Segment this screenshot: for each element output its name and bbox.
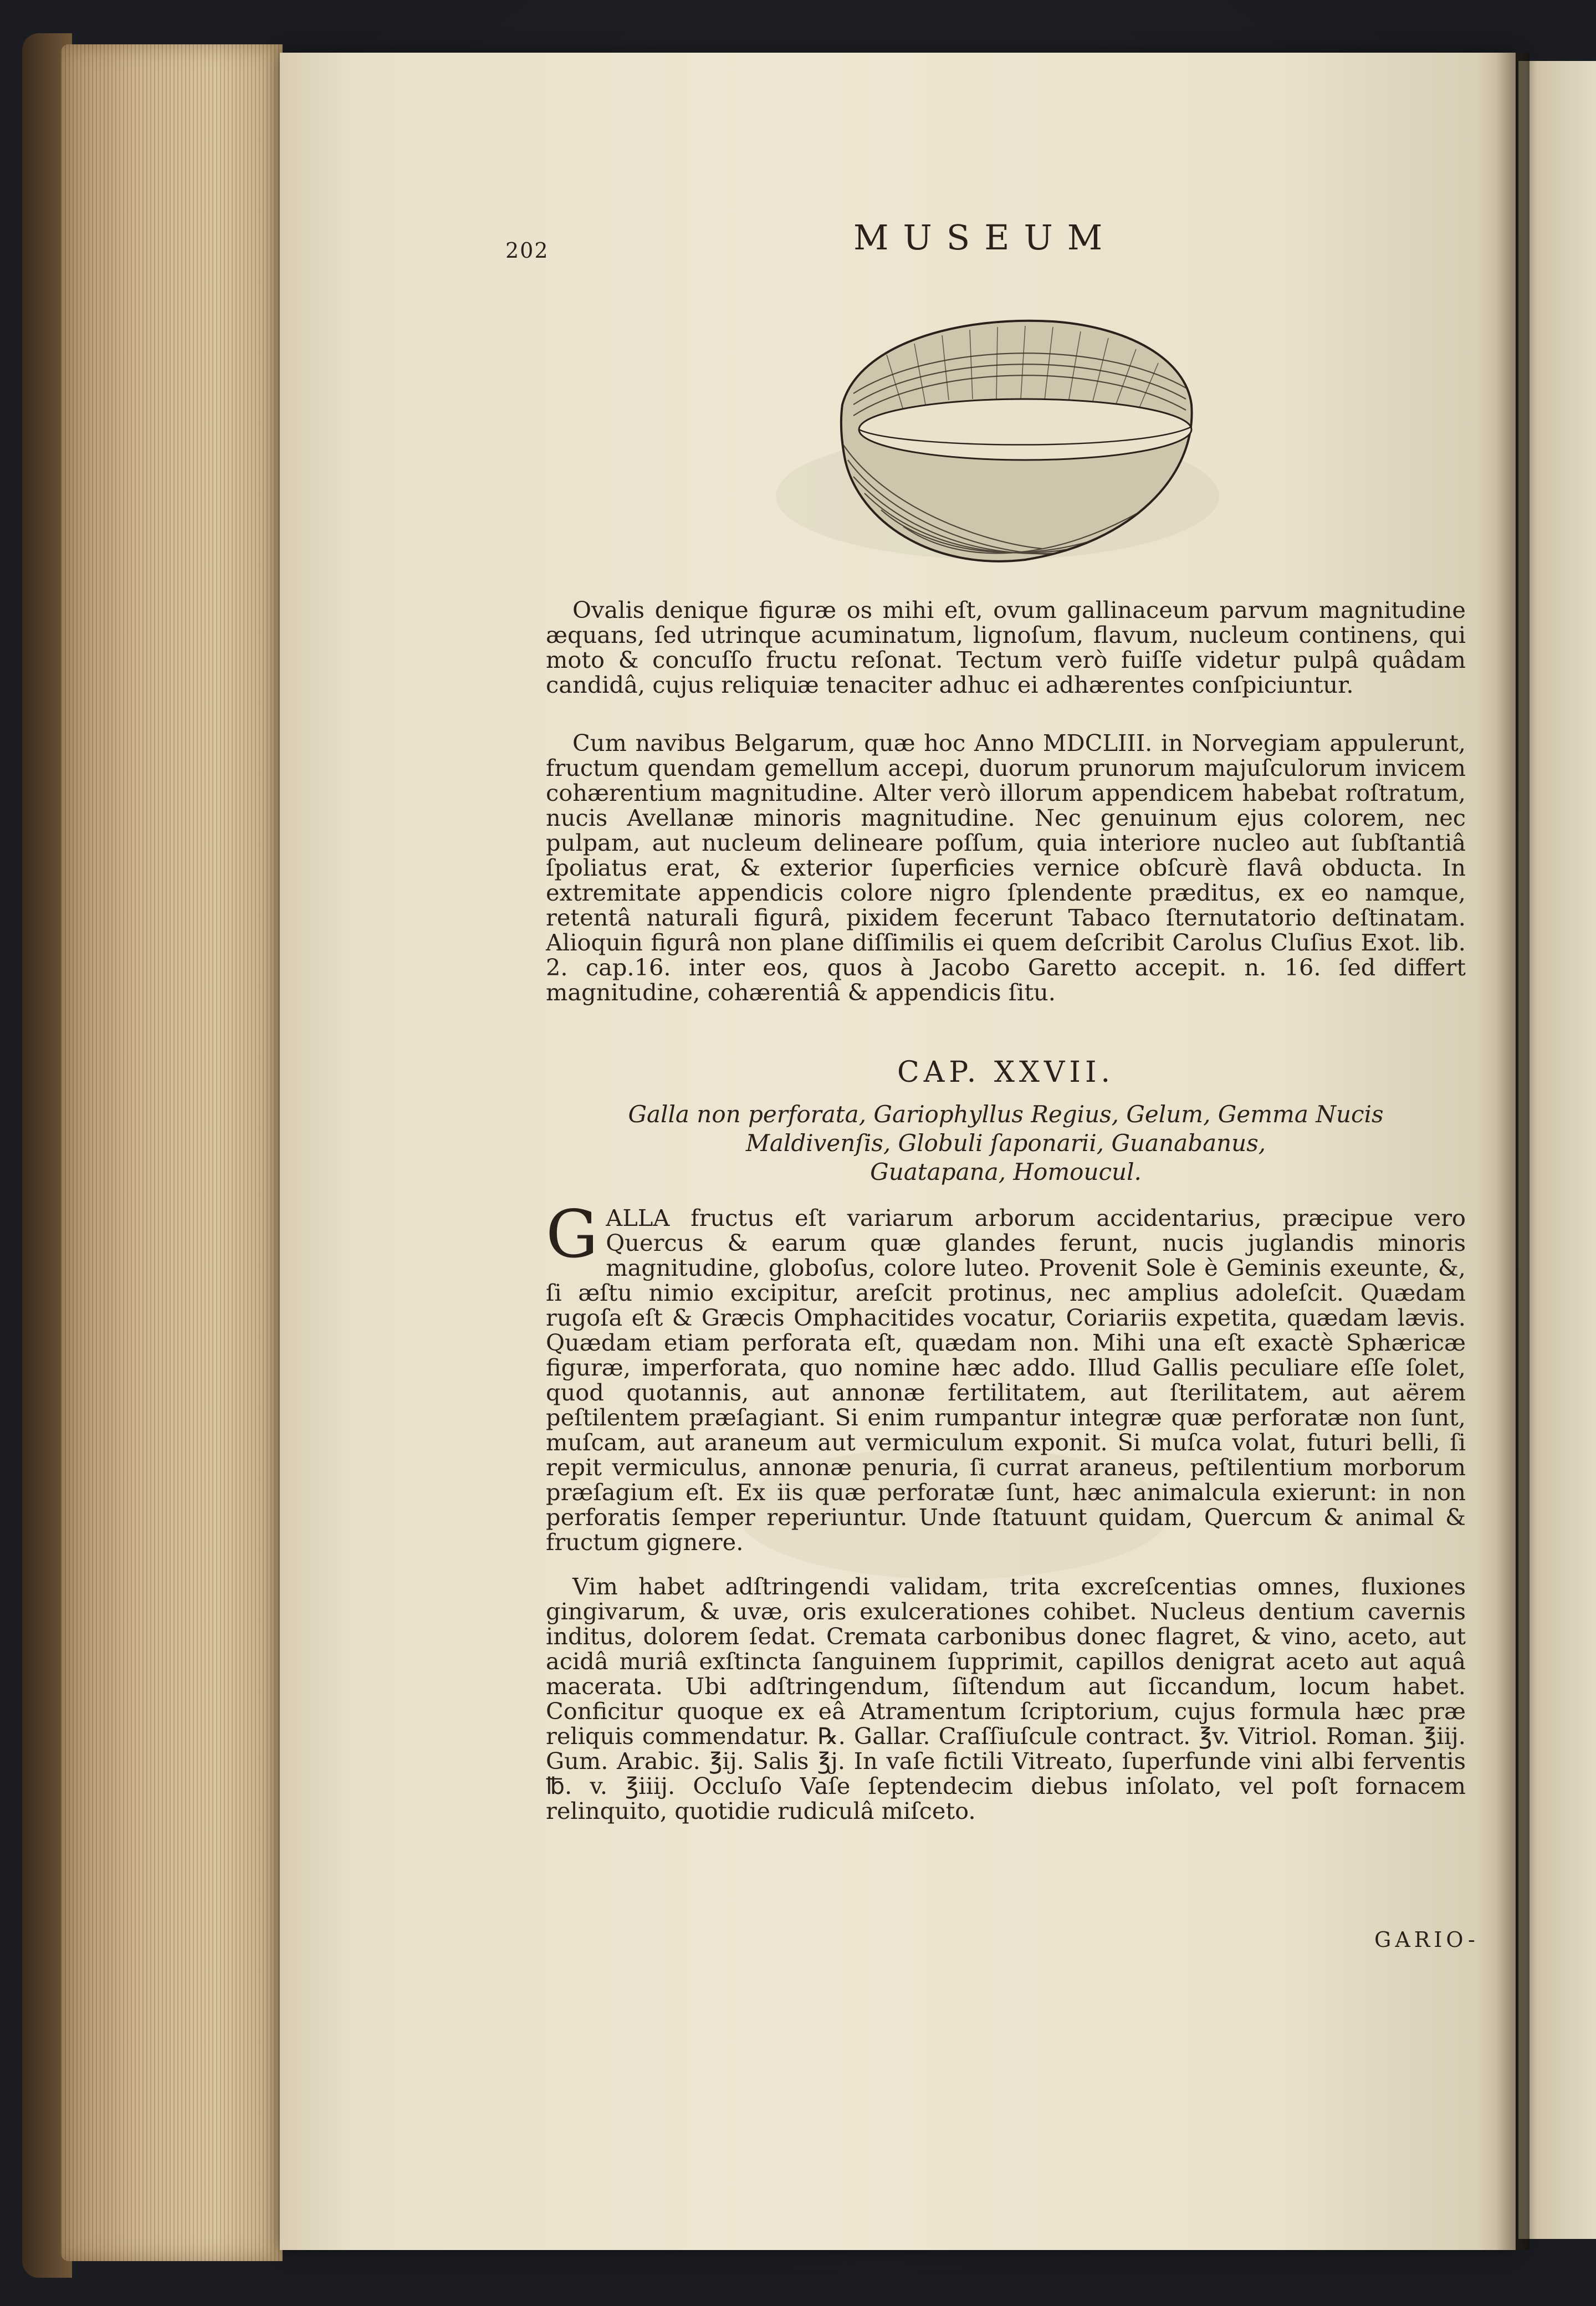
catchword: GARIO-: [1374, 1927, 1479, 1952]
page-edges: [61, 44, 283, 2261]
chapter-subtitle: [546, 1100, 1466, 1187]
chapter-subtitle-line: Maldivenſis, Globuli ſaponarii, Guanabanus,: [745, 1129, 1266, 1157]
chapter-subtitle-line: Galla non perforata, Gariophyllus Regius, Gelum, Gemma Nucis: [628, 1101, 1384, 1128]
shell-illustration: [820, 310, 1208, 571]
page-number: 202: [505, 238, 549, 263]
drop-cap: G: [546, 1196, 598, 1272]
paragraph: [546, 1196, 1466, 1556]
facing-page: [1518, 61, 1596, 2239]
chapter-subtitle-line: Guatapana, Homoucul.: [870, 1158, 1142, 1185]
paragraph: Vim habet adſtringendi validam, trita excreſcentias omnes, fluxiones gingivarum, & uvæ, oris exulcerationes cohibet. Nucleus dentium cavernis inditus, dolorem ſedat. Cremata carbonibus donec flagret, & vino, aceto, aut acidâ muriâ exſtincta ſanguinem ſupprimit, capillos denigrat aceto aut aquâ macerata. Ubi adſtringendum, ſiſtendum aut ſiccandum, locum habet. Conficitur quoque ex eâ Atramentum ſcriptorium, cujus formula hæc præ reliquis commendatur. ℞. Gallar. Craſſiuſcule contract. ℥v. Vitriol. Roman. ℥iij. Gum. Arabic. ℥ij. Salis ℥j. In vaſe fictili Vitreato, ſuperfunde vini albi ferventis ℔. v. ℥iiij. Occluſo Vaſe ſeptendecim diebus inſolato, vel poſt fornacem relinquito, quotidie rudiculâ miſceto.: [546, 1573, 1466, 1824]
paragraph: Ovalis denique figuræ os mihi eſt, ovum gallinaceum parvum magnitudine æquans, ſed utrinque acuminatum, lignoſum, flavum, nucleum continens, qui moto & concuſſo fructu reſonat. Tectum verò fuiſſe videtur pulpâ quâdam candidâ, cujus reliquiæ tenaciter adhuc ei adhærentes conſpiciuntur.: [546, 596, 1466, 698]
paragraph-text: ALLA fructus eſt variarum arborum accidentarius, præcipue vero Quercus & earum quæ glandes ferunt, nucis juglandis minoris magnitudine, globoſus, colore luteo. Provenit Sole è Geminis exeunte, &, ſi æſtu nimio excipitur, areſcit protinus, nec amplius adoleſcit. Quædam rugoſa eſt & Græcis Omphacitides vocatur, Coriariis expetita, quædam lævis. Quædam etiam perforata eſt, quædam non. Mihi una eſt exactè Sphæricæ figuræ, imperforata, quo nomine hæc addo. Illud Gallis peculiare eſſe ſolet, quod quotannis, aut annonæ fertilitatem, aut ſterilitatem, aut aërem peſtilentem præſagiant. Si enim rumpantur integræ quæ perforatæ non ſunt, muſcam, aut araneum aut vermiculum exponit. Si muſca volat, futuri belli, ſi repit vermiculus, annonæ penuria, ſi currat araneus, peſtilentium morborum præſagium eſt. Ex iis quæ perforatæ ſunt, hæc animalcula exierunt: in non perforatis ſemper reperiuntur. Unde ſtatuunt quidam, Quercum & animal & fructum gignere.: [546, 1204, 1466, 1556]
paragraph: Cum navibus Belgarum, quæ hoc Anno MDCLIII. in Norvegiam appulerunt, fructum quendam gemellum accepi, duorum prunorum majuſculorum invicem cohærentium magnitudine. Alter verò illorum appendicem habebat roſtratum, nucis Avellanæ minoris magnitudine. Nec genuinum ejus colorem, nec pulpam, aut nucleum delineare poſſum, quia interiore nucleo aut ſubſtantiâ ſpoliatus erat, & exterior ſuperficies vernice obſcurè flavâ obducta. In extremitate appendicis colore nigro ſplendente præditus, ex eo namque, retentâ naturali figurâ, pixidem fecerunt Tabaco ſternutatorio deſtinatam. Alioquin figurâ non plane diſſimilis ei quem deſcribit Carolus Cluſius Exot. lib. 2. cap.16. inter eos, quos à Jacobo Garetto accepit. n. 16. ſed differt magnitudine, cohærentiâ & appendicis ſitu.: [546, 729, 1466, 1006]
gutter-shadow: [1496, 53, 1530, 2250]
running-head: MUSEUM: [853, 217, 1117, 258]
chapter-heading: CAP. XXVII.: [897, 1056, 1115, 1089]
